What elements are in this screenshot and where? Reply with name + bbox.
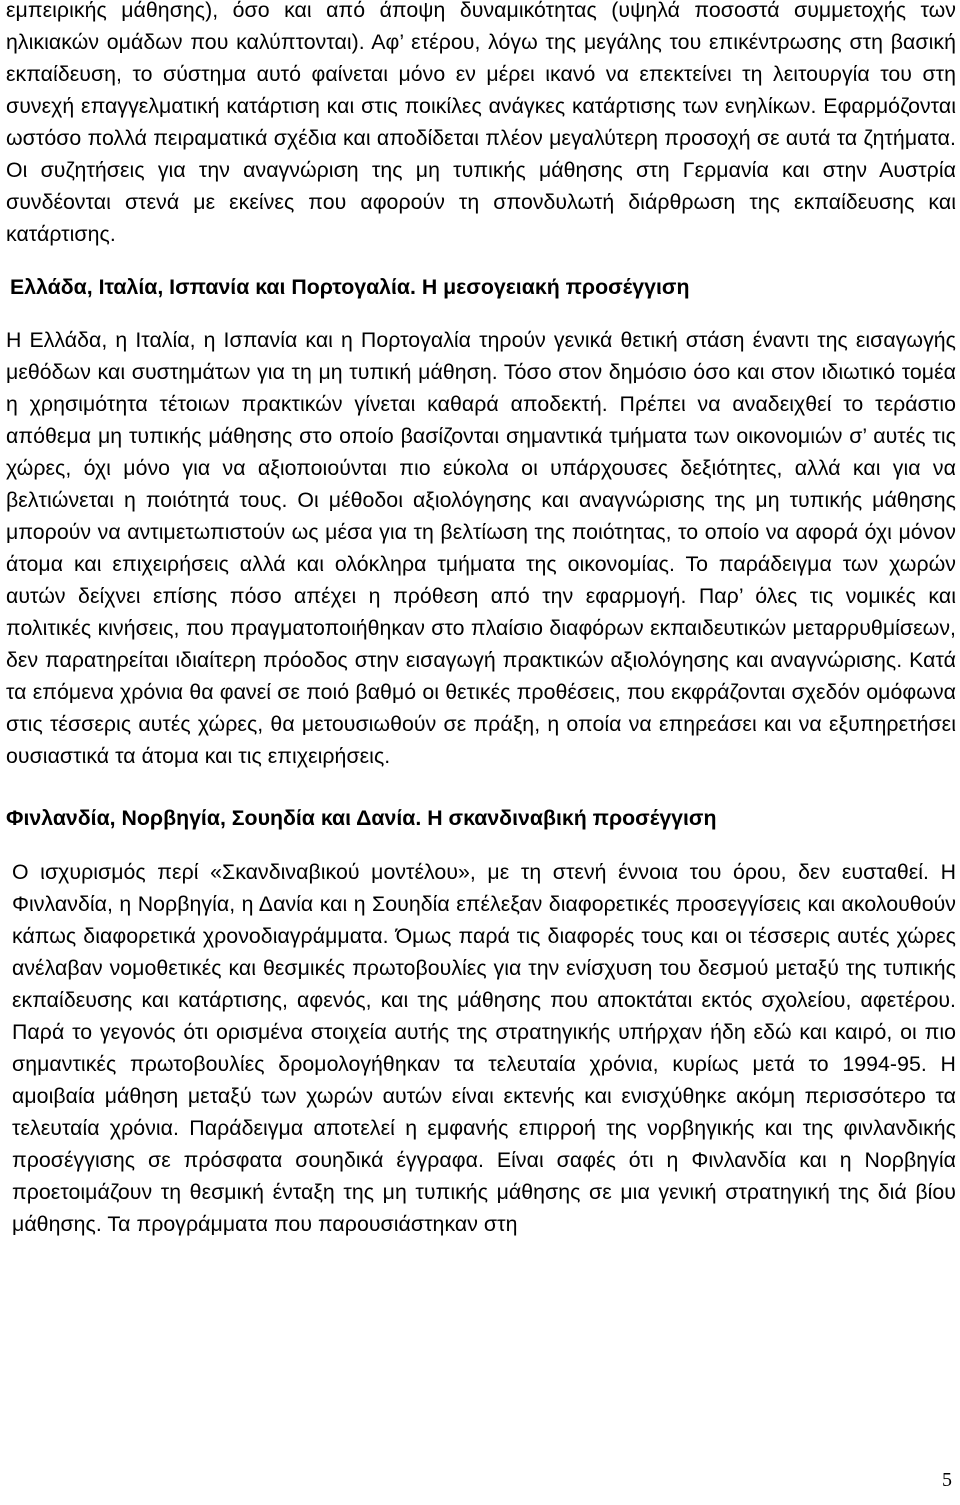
section-heading-scandinavian: Φινλανδία, Νορβηγία, Σουηδία και Δανία. Η σκανδιναβική προσέγγιση: [6, 806, 717, 830]
paragraph-mediterranean: Η Ελλάδα, η Ιταλία, η Ισπανία και η Πορτογαλία τηρούν γενικά θετική στάση έναντι της εισαγωγής μεθόδων και συστημάτων για τη μη τυπική μάθηση. Τόσο στον δημόσιο όσο και στον ιδιωτικό τομέα η χρησιμότητα τέτοιων πρακτικών γίνεται καθαρά αποδεκτή. Πρέπει να αναδειχθεί το τεράστιο απόθεμα μη τυπικής μάθησης στο οποίο βασίζονται σημαντικά τμήματα των οικονομιών σ’ αυτές τις χώρες, όχι μόνο για να αξιοποιούνται πιο εύκολα οι υπάρχουσες δεξιότητες, αλλά και για να βελτιώνεται η ποιότητά τους. Οι μέθοδοι αξιολόγησης και αναγνώρισης της μη τυπικής μάθησης μπορούν να αντιμετωπιστούν ως μέσα για τη βελτίωση της ποιότητας, το οποίο να αφορά όχι μόνον άτομα και επιχειρήσεις αλλά και ολόκληρα τμήματα της οικονομίας. Το παράδειγμα των χωρών αυτών δείχνει επίσης πόσο απέχει η πρόθεση από την εφαρμογή. Παρ’ όλες τις νομικές και πολιτικές κινήσεις, που πραγματοποιήθηκαν στο πλαίσιο διαφόρων εκπαιδευτικών μεταρρυθμίσεων, δεν παρατηρείται ιδιαίτερη πρόοδος στην εισαγωγή πρακτικών αξιολόγησης και αναγνώρισης. Κατά τα επόμενα χρόνια θα φανεί σε ποιό βαθμό οι θετικές προθέσεις, που εκφράζονται σχεδόν ομόφωνα στις τέσσερις αυτές χώρες, θα μετουσιωθούν σε πράξη, η οποία να επηρεάσει και να εξυπηρετήσει ουσιαστικά τα άτομα και τις επιχειρήσεις.: [6, 328, 956, 768]
page-number: 5: [942, 1469, 952, 1491]
document-page: [6, 0, 956, 1240]
section-heading-mediterranean: Ελλάδα, Ιταλία, Ισπανία και Πορτογαλία. Η μεσογειακή προσέγγιση: [10, 275, 690, 299]
paragraph-scandinavian: Ο ισχυρισμός περί «Σκανδιναβικού μοντέλου», με τη στενή έννοια του όρου, δεν ευσταθεί. Η Φινλανδία, η Νορβηγία, η Δανία και η Σουηδία επέλεξαν διαφορετικές προσεγγίσεις και ακολουθούν κάπως διαφορετικά χρονοδιαγράμματα. Όμως παρά τις διαφορές τους και οι τέσσερις αυτές χώρες ανέλαβαν νομοθετικές και θεσμικές πρωτοβουλίες για την ενίσχυση του δεσμού μεταξύ της τυπικής εκπαίδευσης και κατάρτισης, αφενός, και της μάθησης που αποκτάται εκτός σχολείου, αφετέρου. Παρά το γεγονός ότι ορισμένα στοιχεία αυτής της στρατηγικής υπήρχαν ήδη εδώ και καιρό, οι πιο σημαντικές πρωτοβουλίες δρομολογήθηκαν τα τελευταία χρόνια, κυρίως μετά το 1994-95. Η αμοιβαία μάθηση μεταξύ των χωρών αυτών είναι εκτενής και ενισχύθηκε ακόμη περισσότερο τα τελευταία χρόνια. Παράδειγμα αποτελεί η εμφανής επιρροή της νορβηγικής και της φινλανδικής προσέγγισης σε πρόσφατα σουηδικά έγγραφα. Είναι σαφές ότι η Φινλανδία και η Νορβηγία προετοιμάζουν τη θεσμική ένταξη της μη τυπικής μάθησης σε μια γενική στρατηγική της διά βίου μάθησης. Τα προγράμματα που παρουσιάστηκαν στη: [12, 860, 956, 1236]
paragraph-german-austria: εμπειρικής μάθησης), όσο και από άποψη δυναμικότητας (υψηλά ποσοστά συμμετοχής των ηλικιακών ομάδων που καλύπτονται). Αφ’ ετέρου, λόγω της μεγάλης του επικέντρωσης στη βασική εκπαίδευση, το σύστημα αυτό φαίνεται μόνο εν μέρει ικανό να επεκτείνει τη λειτουργία του στη συνεχή επαγγελματική κατάρτιση και στις ποικίλες ανάγκες κατάρτισης των ενηλίκων. Εφαρμόζονται ωστόσο πολλά πειραματικά σχέδια και αποδίδεται πλέον μεγαλύτερη προσοχή σε αυτά τα ζητήματα. Οι συζητήσεις για την αναγνώριση της μη τυπικής μάθησης στη Γερμανία και στην Αυστρία συνδέονται στενά με εκείνες που αφορούν τη σπονδυλωτή διάρθρωση της εκπαίδευσης και κατάρτισης.: [6, 0, 956, 246]
